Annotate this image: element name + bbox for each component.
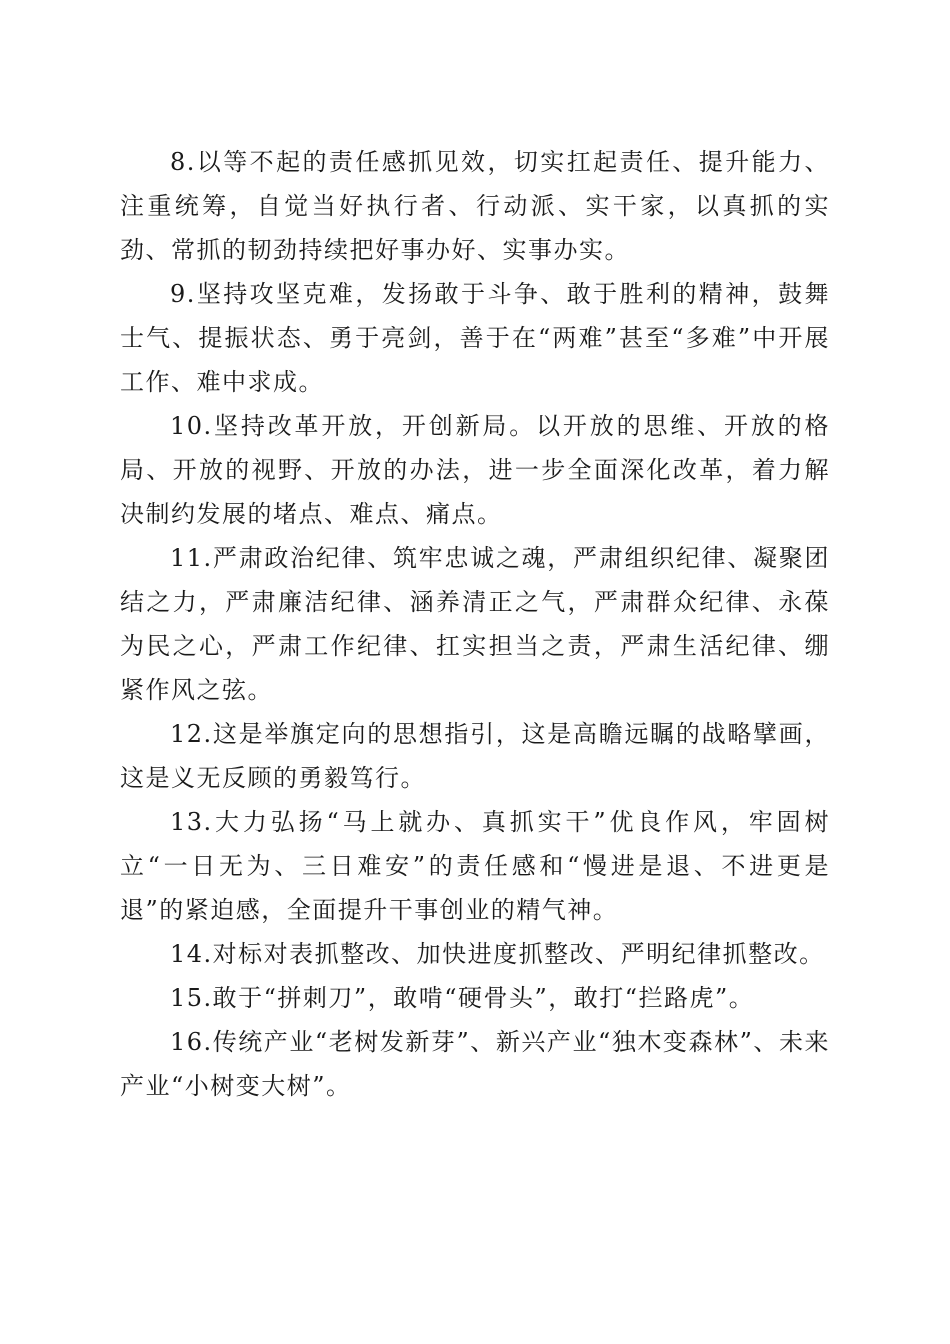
paragraph-16: 16.传统产业“老树发新芽”、新兴产业“独木变森林”、未来产业“小树变大树”。 xyxy=(120,1028,830,1100)
paragraph-11: 11.严肃政治纪律、筑牢忠诚之魂，严肃组织纪律、凝聚团结之力，严肃廉洁纪律、涵养清正之气，严肃群众纪律、永葆为民之心，严肃工作纪律、扛实担当之责，严肃生活纪律、绷紧作风之弦。 xyxy=(120,544,830,704)
document-body xyxy=(120,140,830,1108)
paragraph-13: 13.大力弘扬“马上就办、真抓实干”优良作风，牢固树立“一日无为、三日难安”的责任感和“慢进是退、不进更是退”的紧迫感，全面提升干事创业的精气神。 xyxy=(120,808,830,924)
paragraph-12: 12.这是举旗定向的思想指引，这是高瞻远瞩的战略擘画，这是义无反顾的勇毅笃行。 xyxy=(120,720,830,792)
paragraph-9: 9.坚持攻坚克难，发扬敢于斗争、敢于胜利的精神，鼓舞士气、提振状态、勇于亮剑，善于在“两难”甚至“多难”中开展工作、难中求成。 xyxy=(120,280,830,396)
paragraph-15: 15.敢于“拼刺刀”，敢啃“硬骨头”，敢打“拦路虎”。 xyxy=(170,984,755,1012)
paragraph-8: 8.以等不起的责任感抓见效，切实扛起责任、提升能力、注重统筹，自觉当好执行者、行动派、实干家，以真抓的实劲、常抓的韧劲持续把好事办好、实事办实。 xyxy=(120,148,830,264)
paragraph-10: 10.坚持改革开放，开创新局。以开放的思维、开放的格局、开放的视野、开放的办法，进一步全面深化改革，着力解决制约发展的堵点、难点、痛点。 xyxy=(120,412,830,528)
paragraph-14: 14.对标对表抓整改、加快进度抓整改、严明纪律抓整改。 xyxy=(170,940,825,968)
